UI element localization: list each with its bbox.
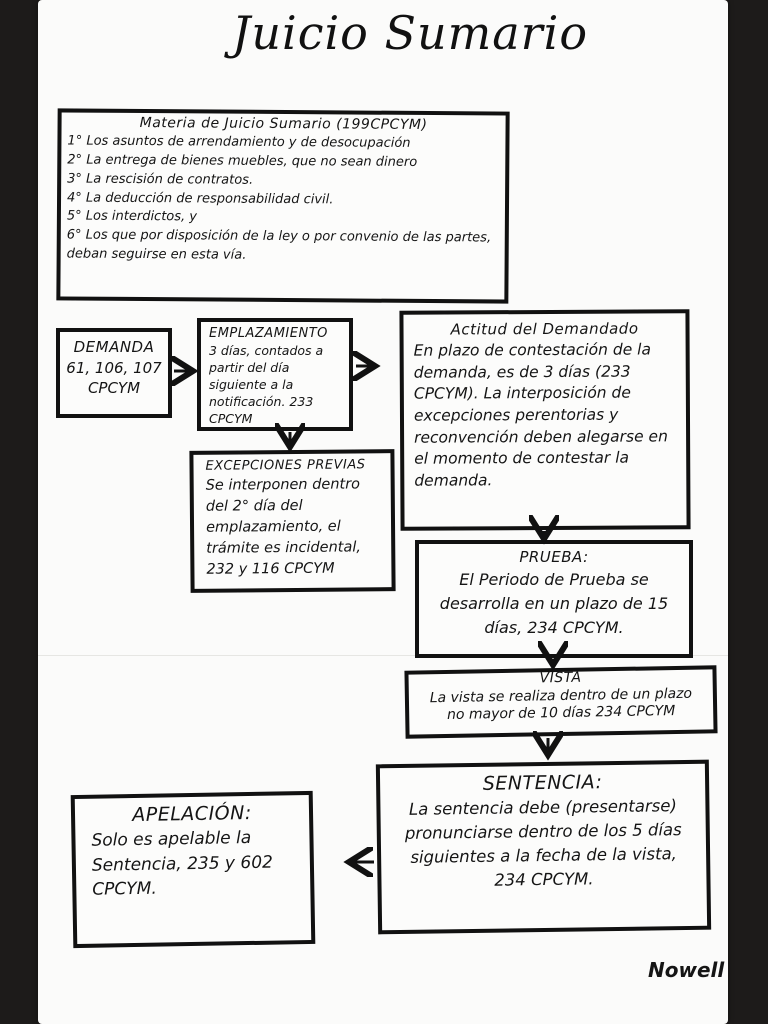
list-item: 2° La entrega de bienes muebles, que no sean dinero	[67, 152, 418, 170]
actitud-heading: Actitud del Demandado	[450, 319, 639, 339]
apelacion-body: Solo es apelable la Sentencia, 235 y 602 CPCYM.	[91, 827, 274, 901]
prueba-heading: PRUEBA:	[519, 548, 589, 566]
excepciones-heading: EXCEPCIONES PREVIAS	[205, 457, 366, 474]
vista-box	[404, 665, 717, 738]
apelacion-heading: APELACIÓN:	[132, 801, 252, 827]
list-item: 3° La rescisión de contratos.	[67, 171, 254, 188]
page-title: Juicio Sumario	[231, 6, 589, 60]
apelacion-box	[71, 791, 316, 948]
vista-heading: VISTA	[539, 669, 582, 687]
emplazamiento-heading: EMPLAZAMIENTO	[209, 326, 328, 341]
excepciones-body: Se interponen dentro del 2° día del emplazamiento, el trámite es incidental, 232 y 116 CPCYM	[205, 476, 362, 578]
demanda-heading: DEMANDA	[73, 338, 155, 356]
demanda-box	[56, 328, 172, 418]
list-item: 1° Los asuntos de arrendamiento y de desocupación	[67, 133, 411, 151]
list-item: 6° Los que por disposición de la ley o por convenio de las partes, deban seguirse en esta vía.	[66, 227, 492, 263]
actitud-box	[399, 309, 690, 531]
materia-heading: Materia de Juicio Sumario (199CPCYM)	[139, 114, 428, 134]
excepciones-box	[189, 449, 395, 593]
sentencia-body: La sentencia debe (presentarse) pronunciarse dentro de los 5 días siguientes a la fecha de la vista, 234 CPCYM.	[404, 796, 682, 890]
list-item: 5° Los interdictos, y	[66, 208, 198, 225]
prueba-body: El Periodo de Prueba se desarrolla en un plazo de 15 días, 234 CPCYM.	[439, 570, 669, 637]
list-item: 4° La deducción de responsabilidad civil.	[67, 190, 334, 207]
vista-body: La vista se realiza dentro de un plazo no mayor de 10 días 234 CPCYM	[429, 685, 693, 723]
materia-box	[56, 108, 509, 303]
demanda-body: 61, 106, 107 CPCYM	[66, 359, 162, 398]
prueba-box	[415, 540, 693, 658]
actitud-body: En plazo de contestación de la demanda, es de 3 días (233 CPCYM). La interposición de excepciones perentorias y reconvención deben alegarse en el momento de contestar la demanda.	[413, 340, 668, 490]
emplazamiento-body: 3 días, contados a partir del día siguiente a la notificación. 233 CPCYM	[209, 343, 324, 426]
emplazamiento-box	[197, 318, 353, 431]
signature: Nowell	[648, 958, 725, 982]
sentencia-heading: SENTENCIA:	[482, 771, 603, 795]
sentencia-box	[376, 760, 711, 935]
materia-list	[61, 132, 506, 267]
